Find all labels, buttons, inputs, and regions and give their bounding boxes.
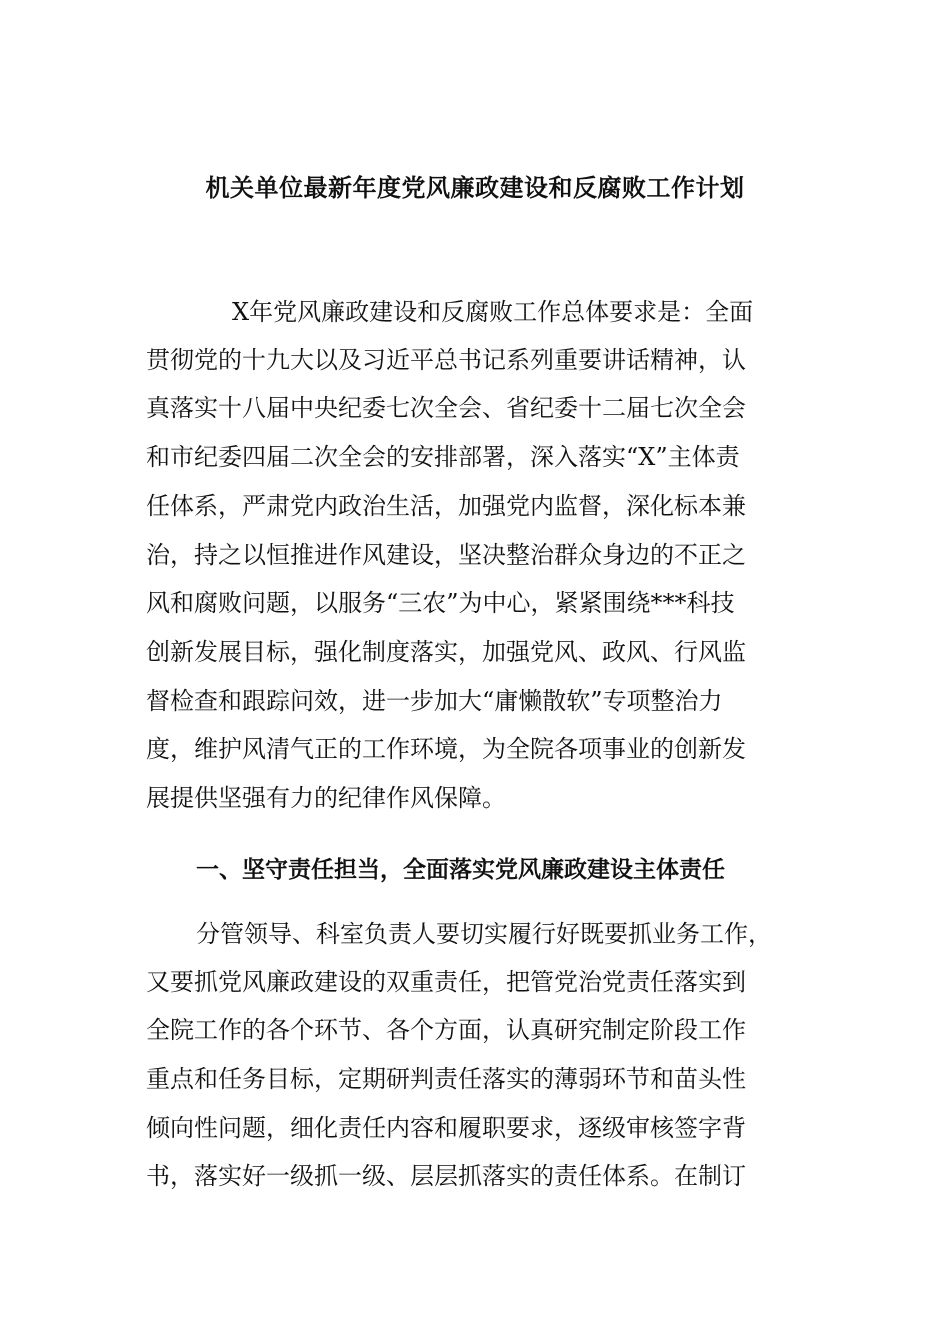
intro-paragraph-line: 贯彻党的十九大以及习近平总书记系列重要讲话精神，认 — [146, 346, 746, 374]
intro-paragraph-line: 创新发展目标，强化制度落实，加强党风、政风、行风监 — [146, 638, 746, 666]
intro-paragraph-line: 展提供坚强有力的纪律作风保障。 — [146, 784, 506, 812]
section-paragraph-line: 又要抓党风廉政建设的双重责任，把管党治党责任落实到 — [146, 968, 746, 996]
section-paragraph-line: 全院工作的各个环节、各个方面，认真研究制定阶段工作 — [146, 1016, 746, 1044]
intro-paragraph-line: 风和腐败问题，以服务“三农”为中心，紧紧围绕***科技 — [146, 589, 735, 617]
intro-paragraph-line: 和市纪委四届二次全会的安排部署，深入落实“X”主体责 — [146, 443, 740, 471]
section-heading: 一、坚守责任担当，全面落实党风廉政建设主体责任 — [196, 857, 725, 883]
intro-paragraph-line: 任体系，严肃党内政治生活，加强党内监督，深化标本兼 — [146, 492, 746, 520]
intro-paragraph-line: 度，维护风清气正的工作环境，为全院各项事业的创新发 — [146, 735, 746, 763]
intro-paragraph-line: X年党风廉政建设和反腐败工作总体要求是：全面 — [232, 298, 754, 326]
section-paragraph-line: 分管领导、科室负责人要切实履行好既要抓业务工作， — [196, 920, 772, 948]
intro-paragraph-line: 督检查和跟踪问效，进一步加大“庸懒散软”专项整治力 — [146, 687, 723, 715]
section-paragraph-line: 书，落实好一级抓一级、层层抓落实的责任体系。在制订 — [146, 1162, 746, 1190]
section-paragraph-line: 倾向性问题，细化责任内容和履职要求，逐级审核签字背 — [146, 1114, 746, 1142]
intro-paragraph-line: 真落实十八届中央纪委七次全会、省纪委十二届七次全会 — [146, 394, 746, 422]
document-title: 机关单位最新年度党风廉政建设和反腐败工作计划 — [205, 174, 745, 202]
intro-paragraph-line: 治，持之以恒推进作风建设，坚决整治群众身边的不正之 — [146, 541, 746, 569]
section-paragraph-line: 重点和任务目标，定期研判责任落实的薄弱环节和苗头性 — [146, 1065, 746, 1093]
